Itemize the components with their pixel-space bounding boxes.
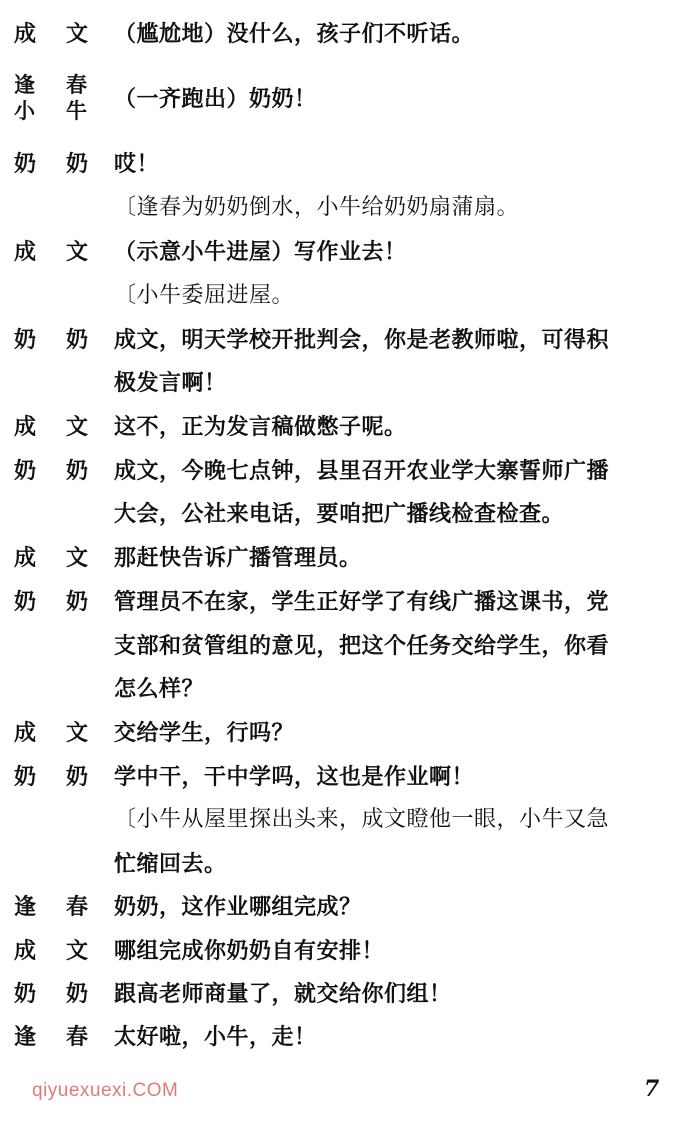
dialogue-line [0, 715, 700, 751]
speaker-name: 奶 奶 [14, 764, 89, 790]
dialogue-text: 这不，正为发言稿做憋子呢。 [114, 414, 407, 440]
dialogue-text: 学中干，干中学吗，这也是作业啊！ [114, 764, 475, 790]
dialogue-text: 交给学生，行吗？ [114, 720, 295, 746]
speaker-name: 成 文 [14, 545, 89, 571]
speaker-name: 奶 奶 [14, 458, 89, 484]
dialogue-text: 怎么样？ [114, 676, 205, 702]
speaker-name: 成 文 [14, 720, 89, 746]
speaker-name: 奶 奶 [14, 589, 89, 615]
dialogue-text: 跟高老师商量了，就交给你们组！ [114, 981, 452, 1007]
speaker-name: 奶 奶 [14, 151, 89, 177]
stage-direction-text: 〔小牛从屋里探出头来，成文瞪他一眼，小牛又急 [114, 807, 610, 832]
dialogue-line [0, 976, 700, 1012]
dialogue-text: （示意小牛进屋）写作业去！ [114, 239, 407, 265]
dialogue-continuation [0, 496, 700, 532]
dialogue-line [0, 933, 700, 969]
dialogue-text: （一齐跑出）奶奶！ [114, 86, 317, 112]
dialogue-text: 成文，明天学校开批判会，你是老教师啦，可得积 [114, 327, 610, 353]
dialogue-line [0, 540, 700, 576]
dialogue-line [0, 1019, 700, 1055]
dialogue-text: 那赶快告诉广播管理员。 [114, 545, 362, 571]
dialogue-line [0, 72, 700, 128]
dialogue-text: 大会，公社来电话，要咱把广播线检查检查。 [114, 501, 565, 527]
speaker-name: 成 文 [14, 21, 89, 47]
stage-direction [0, 278, 700, 314]
dialogue-text: （尴尬地）没什么，孩子们不听话。 [114, 21, 475, 47]
dialogue-text: 极发言啊！ [114, 370, 227, 396]
dialogue-text: 支部和贫管组的意见，把这个任务交给学生，你看 [114, 633, 610, 659]
dialogue-line [0, 759, 700, 795]
dialogue-line [0, 584, 700, 620]
page-number: 7 [644, 1076, 660, 1102]
watermark: qiyuexuexi.COM [32, 1080, 179, 1101]
dialogue-line [0, 453, 700, 489]
dialogue-text: 哪组完成你奶奶自有安排！ [114, 938, 385, 964]
dialogue-line [0, 234, 700, 270]
dialogue-continuation [0, 671, 700, 707]
dialogue-line [0, 322, 700, 358]
dialogue-text: 成文，今晚七点钟，县里召开农业学大寨誓师广播 [114, 458, 610, 484]
stage-direction-text: 〔逢春为奶奶倒水，小牛给奶奶扇蒲扇。 [114, 195, 520, 220]
dialogue-text: 太好啦，小牛，走！ [114, 1024, 317, 1050]
speaker-name: 逢 春 [14, 894, 89, 920]
dialogue-continuation [0, 365, 700, 401]
speaker-name: 成 文 [14, 938, 89, 964]
stage-direction [0, 190, 700, 226]
dialogue-line [0, 146, 700, 182]
speaker-name: 逢 春 [14, 1024, 89, 1050]
speaker-name: 成 文 [14, 414, 89, 440]
speaker-name: 奶 奶 [14, 981, 89, 1007]
dialogue-line [0, 16, 700, 52]
dialogue-text: 奶奶，这作业哪组完成？ [114, 894, 362, 920]
stage-direction-continuation [0, 846, 700, 882]
dialogue-line [0, 409, 700, 445]
stage-direction-text: 忙缩回去。 [114, 851, 227, 877]
dialogue-line [0, 889, 700, 925]
dialogue-continuation [0, 628, 700, 664]
speaker-name: 奶 奶 [14, 327, 89, 353]
dialogue-text: 哎！ [114, 151, 160, 177]
stage-direction-text: 〔小牛委屈进屋。 [114, 283, 295, 308]
dialogue-text: 管理员不在家，学生正好学了有线广播这课书，党 [114, 589, 610, 615]
speaker-name-stack: 逢 春 小 牛 [14, 72, 87, 123]
speaker-name: 成 文 [14, 239, 89, 265]
stage-direction [0, 802, 700, 838]
